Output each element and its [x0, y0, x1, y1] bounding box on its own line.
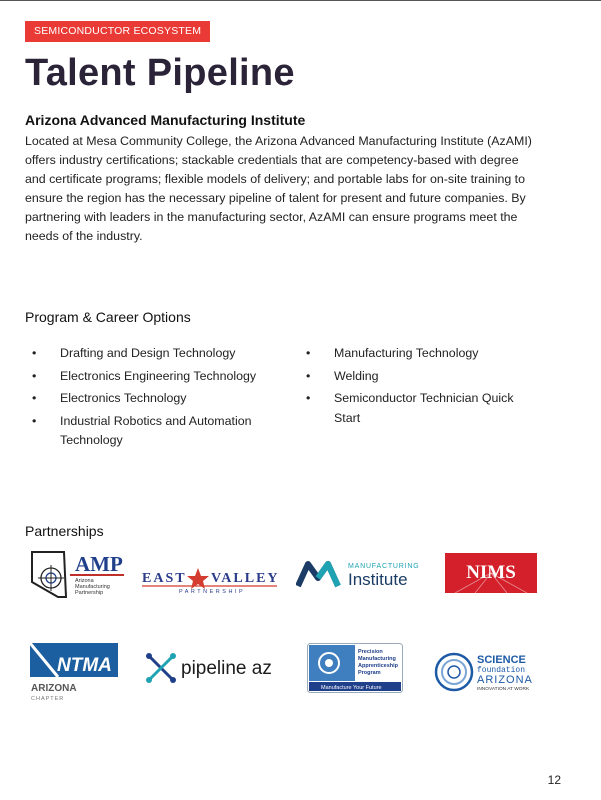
program-list-left — [32, 344, 292, 454]
list-item — [32, 412, 292, 451]
top-rule — [0, 0, 601, 1]
svg-text:Apprenticeship: Apprenticeship — [358, 663, 399, 669]
svg-text:NIMS: NIMS — [466, 562, 516, 583]
bullet: • — [32, 413, 37, 428]
program-label: Manufacturing Technology — [334, 346, 479, 360]
svg-text:Manufacture Your Future: Manufacture Your Future — [321, 685, 382, 691]
program-list-right — [306, 344, 536, 431]
svg-text:ARIZONA: ARIZONA — [31, 683, 77, 694]
science-foundation-arizona-logo — [434, 650, 540, 694]
program-label: Drafting and Design Technology — [60, 346, 236, 360]
svg-text:PARTNERSHIP: PARTNERSHIP — [179, 589, 246, 594]
partnerships-heading: Partnerships — [25, 523, 104, 539]
svg-text:INNOVATION AT WORK: INNOVATION AT WORK — [477, 687, 530, 692]
programs-heading: Program & Career Options — [25, 309, 191, 325]
svg-text:Institute: Institute — [348, 570, 408, 589]
section-tag: SEMICONDUCTOR ECOSYSTEM — [25, 21, 210, 42]
page-number: 12 — [547, 773, 561, 787]
svg-text:MANUFACTURING: MANUFACTURING — [348, 563, 420, 570]
list-item — [32, 389, 292, 409]
svg-text:EAST: EAST — [142, 571, 187, 586]
list-item — [306, 389, 536, 428]
pipeline-az-logo — [145, 650, 277, 686]
svg-text:ARIZONA: ARIZONA — [477, 674, 533, 686]
bullet: • — [306, 346, 311, 360]
bullet: • — [306, 368, 311, 383]
page-title: Talent Pipeline — [25, 52, 295, 94]
amp-logo — [30, 549, 126, 601]
svg-text:AMP: AMP — [75, 552, 123, 576]
svg-text:pipeline az: pipeline az — [181, 658, 272, 679]
svg-text:foundation: foundation — [477, 666, 526, 675]
svg-text:Partnership: Partnership — [75, 590, 104, 596]
bullet: • — [32, 346, 37, 360]
manufacturing-institute-logo — [296, 558, 421, 590]
bullet: • — [32, 391, 37, 405]
program-label: Welding — [334, 368, 379, 383]
svg-text:Precision: Precision — [358, 649, 383, 655]
bullet: • — [32, 368, 37, 383]
list-item — [32, 367, 292, 387]
program-label: Semiconductor Technician Quick Start — [334, 391, 514, 425]
bullet: • — [306, 391, 311, 405]
institute-description: Located at Mesa Community College, the Arizona Advanced Manufacturing Institute (AzAMI) offers industry certifications; stackable credentials that are competency-based with degree and certificate programs; flexible models of delivery; and portable labs for on-site training to ensure the region has the necessary pipeline of talent for present and future companies. By partnering with leaders in the manufacturing sector, AzAMI can ensure programs meet the needs of the industry. — [25, 134, 532, 243]
program-label: Industrial Robotics and Automation Technology — [60, 413, 252, 447]
svg-text:CHAPTER: CHAPTER — [31, 696, 65, 701]
svg-text:Manufacturing: Manufacturing — [75, 584, 110, 590]
precision-manufacturing-apprenticeship-logo — [307, 643, 403, 693]
ntma-logo — [30, 643, 120, 701]
east-valley-logo — [141, 560, 279, 594]
svg-text:SCIENCE: SCIENCE — [477, 654, 526, 666]
svg-text:Arizona: Arizona — [75, 578, 94, 584]
program-label: Electronics Technology — [60, 391, 187, 405]
list-item — [306, 344, 536, 364]
svg-text:VALLEY: VALLEY — [211, 571, 279, 586]
list-item — [32, 344, 292, 364]
program-label: Electronics Engineering Technology — [60, 368, 257, 383]
nims-logo — [445, 553, 537, 593]
list-item — [306, 367, 536, 387]
institute-heading: Arizona Advanced Manufacturing Institute — [25, 112, 306, 128]
svg-text:NTMA: NTMA — [57, 655, 112, 676]
svg-text:Program: Program — [358, 670, 381, 676]
svg-text:Manufacturing: Manufacturing — [358, 656, 396, 662]
